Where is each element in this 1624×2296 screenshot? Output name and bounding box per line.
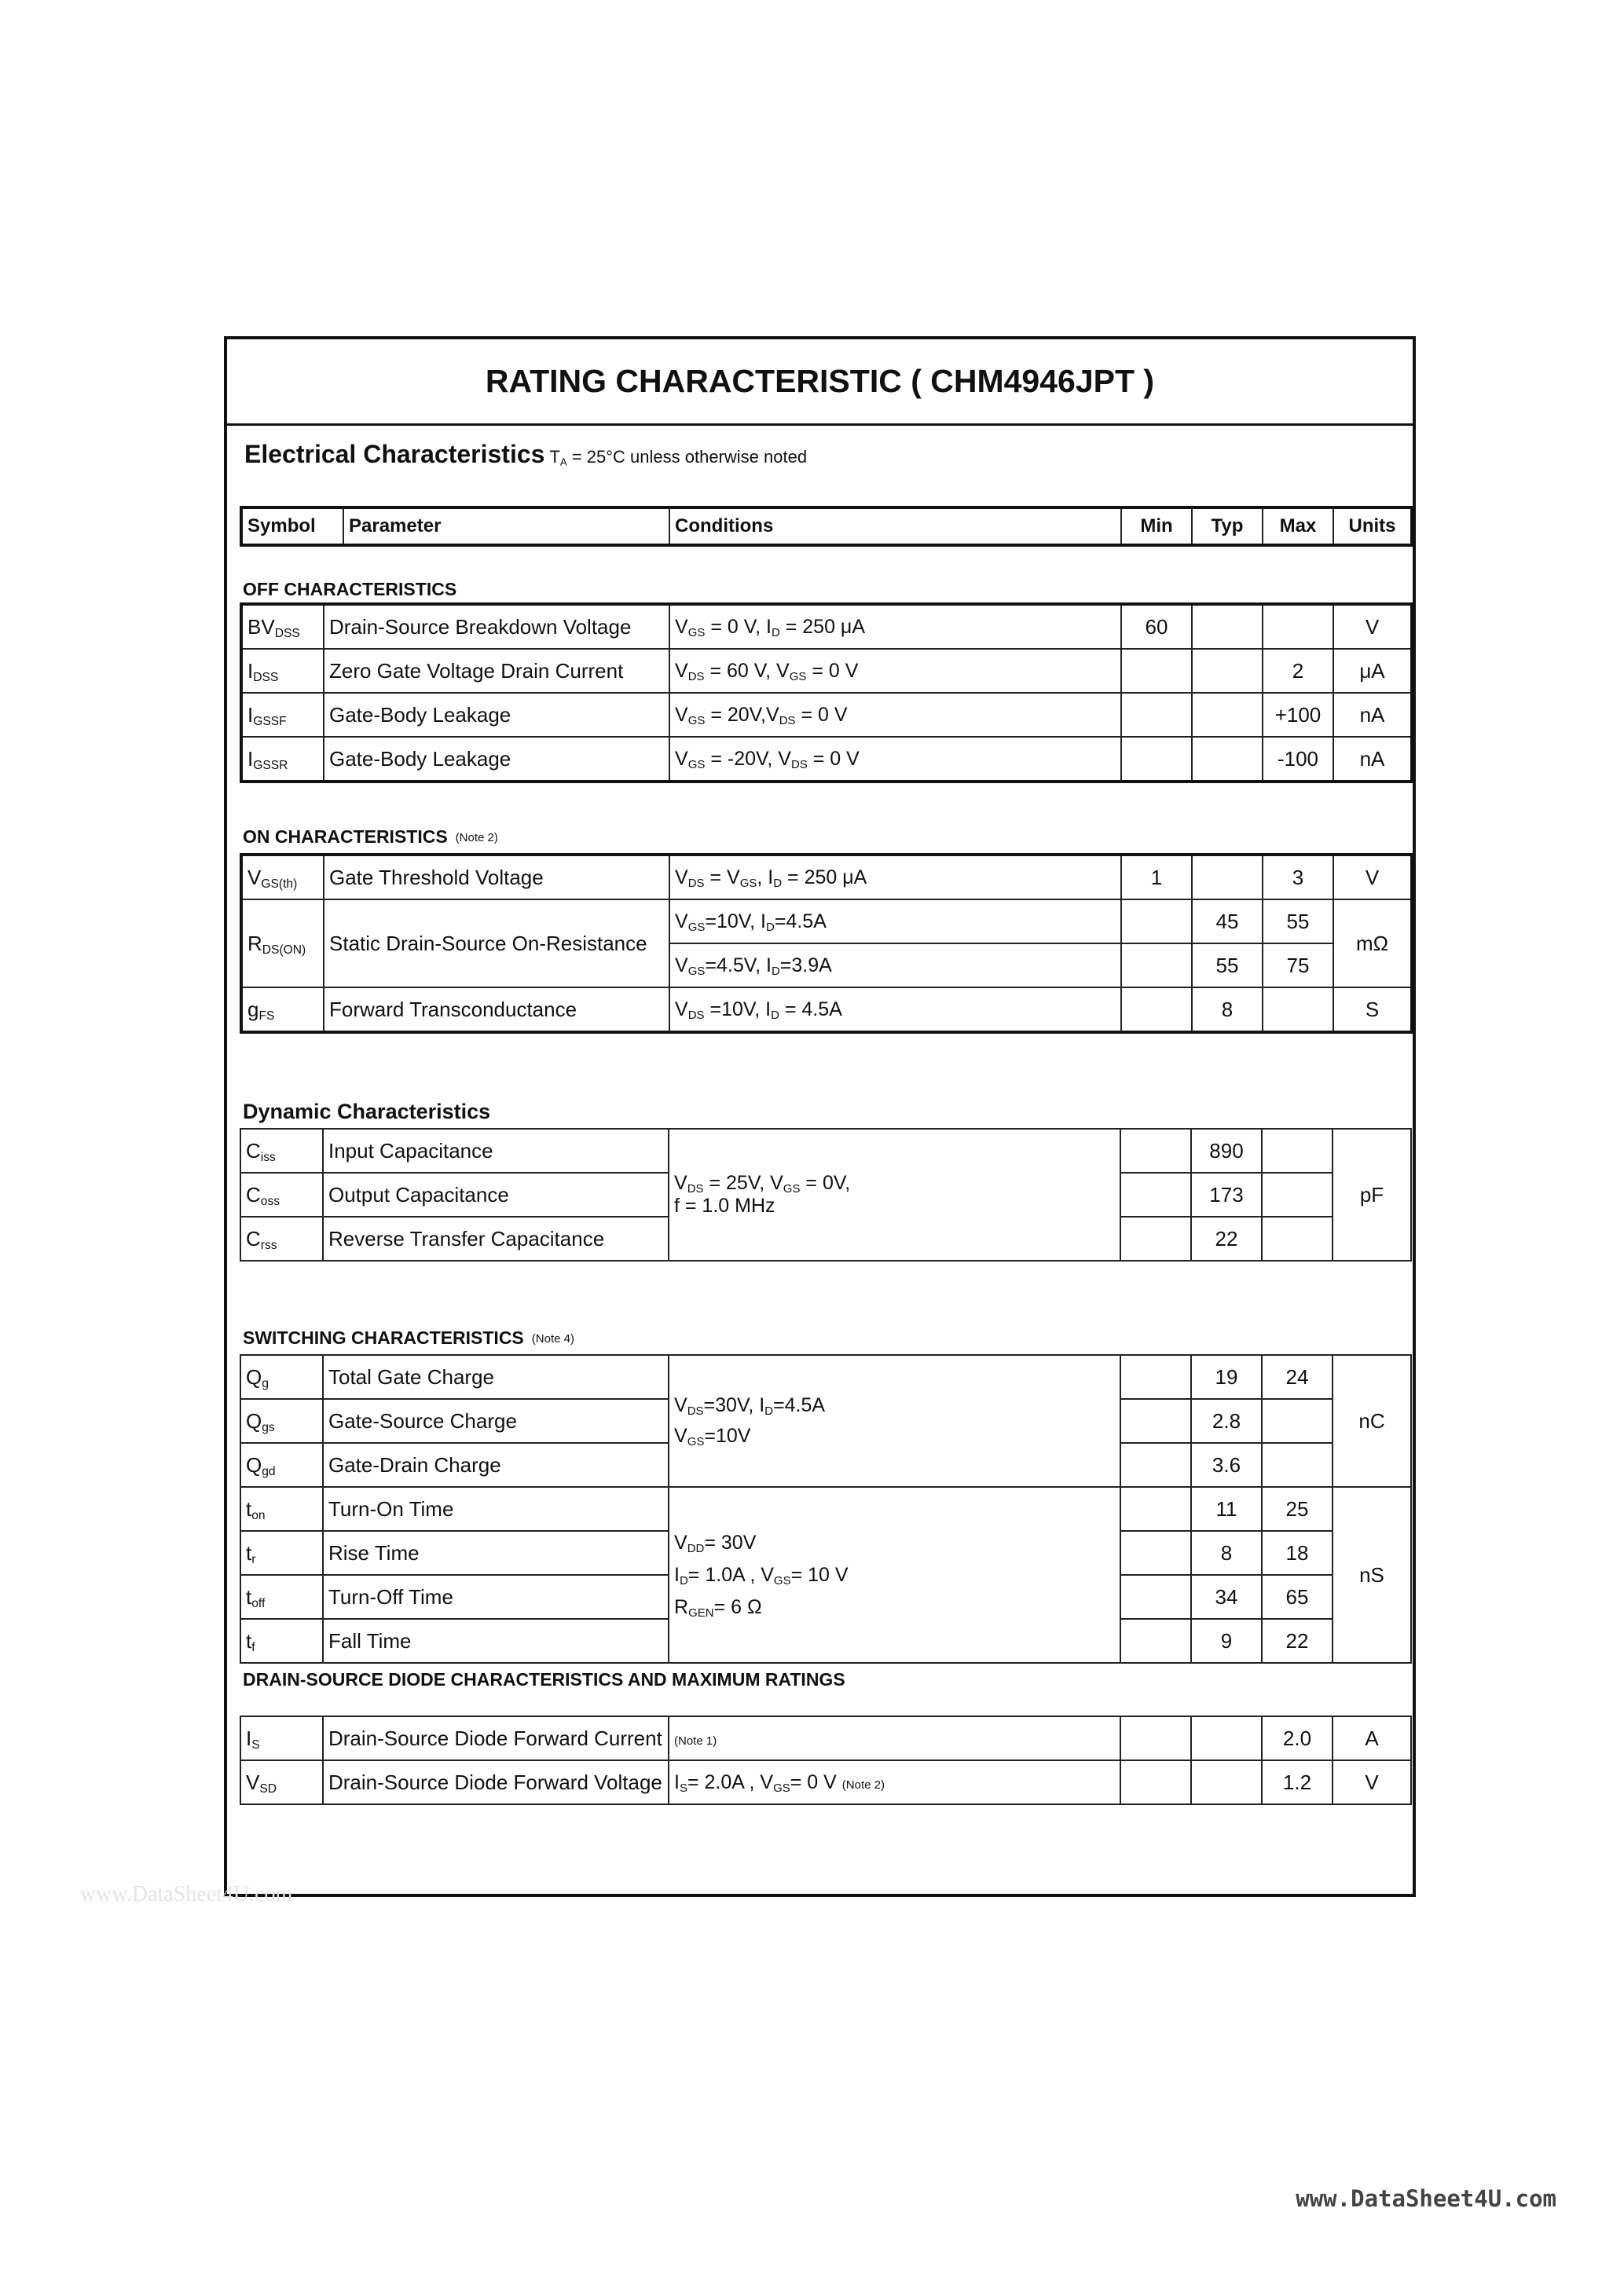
typ-value: 55 bbox=[1192, 943, 1263, 987]
typ-value bbox=[1191, 1760, 1262, 1804]
table-row bbox=[240, 1716, 1411, 1760]
cond-cell: $V_{GS} = 20V,V_{DS} = 0$ V bbox=[669, 693, 1121, 737]
table-row bbox=[241, 604, 1412, 649]
unit-value: V bbox=[1333, 855, 1412, 899]
max-value: 2 bbox=[1263, 649, 1333, 693]
min-value bbox=[1120, 1575, 1191, 1619]
symbol-vsd: $V_{SD}$ bbox=[240, 1760, 323, 1804]
typ-value bbox=[1192, 693, 1263, 737]
max-value bbox=[1262, 1399, 1333, 1443]
min-value bbox=[1120, 1716, 1191, 1760]
typ-value: 8 bbox=[1191, 1531, 1262, 1575]
min-value bbox=[1120, 1487, 1191, 1531]
typ-value: 3.6 bbox=[1191, 1443, 1262, 1487]
param-vsd: Drain-Source Diode Forward Voltage bbox=[323, 1760, 669, 1804]
off-characteristics-table bbox=[240, 602, 1413, 783]
unit-value: μA bbox=[1333, 649, 1412, 693]
symbol-vgs-th: $V_{GS(th)}$ bbox=[241, 855, 324, 899]
datasheet-frame bbox=[224, 336, 1416, 1897]
max-value: 1.2 bbox=[1262, 1760, 1333, 1804]
max-value: -100 bbox=[1263, 737, 1333, 782]
typ-value: 9 bbox=[1191, 1619, 1262, 1663]
max-value bbox=[1263, 604, 1333, 649]
dynamic-characteristics-title: Dynamic Characteristics bbox=[243, 1100, 491, 1123]
param-cell: Gate-Body Leakage bbox=[324, 737, 669, 782]
page-title: RATING CHARACTERISTIC ( CHM4946JPT ) bbox=[227, 339, 1413, 426]
typ-value bbox=[1192, 604, 1263, 649]
header-max: Max bbox=[1263, 507, 1333, 545]
unit-value: nA bbox=[1333, 737, 1412, 782]
max-value: 55 bbox=[1263, 899, 1333, 943]
param-gfs: Forward Transconductance bbox=[324, 987, 669, 1032]
off-characteristics-title: OFF CHARACTERISTICS bbox=[243, 579, 457, 599]
diode-characteristics-title: DRAIN-SOURCE DIODE CHARACTERISTICS AND MAXIMUM RATINGS bbox=[243, 1669, 845, 1690]
param-is: Drain-Source Diode Forward Current bbox=[323, 1716, 669, 1760]
unit-value: mΩ bbox=[1333, 899, 1412, 987]
header-units: Units bbox=[1333, 507, 1412, 545]
param-cell: Gate-Body Leakage bbox=[324, 693, 669, 737]
max-value: 75 bbox=[1263, 943, 1333, 987]
symbol-cell: $t_f$ bbox=[240, 1619, 323, 1663]
unit-value: pF bbox=[1333, 1129, 1411, 1261]
typ-value: 19 bbox=[1191, 1355, 1262, 1399]
unit-value: V bbox=[1333, 1760, 1411, 1804]
cond-cell: $V_{GS} = -20V$, $V_{DS} = 0$ V bbox=[669, 737, 1121, 782]
cond-is: (Note 1) bbox=[669, 1716, 1120, 1760]
heading-text: Electrical Characteristics bbox=[244, 440, 545, 468]
cond-vsd: $I_S= 2.0A$ , $V_{GS}= 0$ V (Note 2) bbox=[669, 1760, 1120, 1804]
min-value bbox=[1120, 1531, 1191, 1575]
symbol-cell: $Q_{gd}$ bbox=[240, 1443, 323, 1487]
max-value: 24 bbox=[1262, 1355, 1333, 1399]
symbol-cell: $t_{on}$ bbox=[240, 1487, 323, 1531]
min-value bbox=[1121, 737, 1192, 782]
table-row bbox=[241, 693, 1412, 737]
max-value: +100 bbox=[1263, 693, 1333, 737]
max-value bbox=[1262, 1217, 1333, 1261]
symbol-cell: $I_{GSSF}$ bbox=[241, 693, 324, 737]
min-value bbox=[1120, 1443, 1191, 1487]
min-value bbox=[1120, 1355, 1191, 1399]
param-cell: Zero Gate Voltage Drain Current bbox=[324, 649, 669, 693]
max-value: 3 bbox=[1263, 855, 1333, 899]
min-value bbox=[1121, 899, 1192, 943]
unit-value: A bbox=[1333, 1716, 1411, 1760]
param-cell: Output Capacitance bbox=[323, 1173, 669, 1217]
typ-value: 2.8 bbox=[1191, 1399, 1262, 1443]
min-value bbox=[1120, 1173, 1191, 1217]
symbol-cell: $Q_{gs}$ bbox=[240, 1399, 323, 1443]
watermark-right: www.DataSheet4U.com bbox=[1296, 2185, 1556, 2212]
typ-value bbox=[1191, 1716, 1262, 1760]
typ-value: 173 bbox=[1191, 1173, 1262, 1217]
min-value bbox=[1121, 649, 1192, 693]
typ-value bbox=[1192, 737, 1263, 782]
cond-gfs: $V_{DS} =10V$, $I_D = 4.5A$ bbox=[669, 987, 1121, 1032]
max-value bbox=[1262, 1173, 1333, 1217]
symbol-cell: $C_{rss}$ bbox=[240, 1217, 323, 1261]
typ-value: 11 bbox=[1191, 1487, 1262, 1531]
symbol-cell: $I_{GSSR}$ bbox=[241, 737, 324, 782]
header-table bbox=[240, 506, 1413, 547]
symbol-cell: $t_{off}$ bbox=[240, 1575, 323, 1619]
typ-value bbox=[1192, 855, 1263, 899]
max-value: 22 bbox=[1262, 1619, 1333, 1663]
unit-value: V bbox=[1333, 604, 1412, 649]
table-row bbox=[240, 1355, 1411, 1399]
typ-value bbox=[1192, 649, 1263, 693]
cond-gate-charge: $V_{DS}=30V$, $I_D=4.5A$ $V_{GS}=10V$ bbox=[669, 1355, 1120, 1487]
typ-value: 34 bbox=[1191, 1575, 1262, 1619]
min-value: 1 bbox=[1121, 855, 1192, 899]
min-value bbox=[1120, 1399, 1191, 1443]
param-cell: Turn-Off Time bbox=[323, 1575, 669, 1619]
min-value: 60 bbox=[1121, 604, 1192, 649]
table-row bbox=[241, 737, 1412, 782]
header-typ: Typ bbox=[1192, 507, 1263, 545]
symbol-cell: $I_{DSS}$ bbox=[241, 649, 324, 693]
table-row bbox=[241, 987, 1412, 1032]
header-conditions: Conditions bbox=[669, 507, 1121, 545]
min-value bbox=[1121, 943, 1192, 987]
param-cell: Total Gate Charge bbox=[323, 1355, 669, 1399]
max-value: 2.0 bbox=[1262, 1716, 1333, 1760]
typ-value: 22 bbox=[1191, 1217, 1262, 1261]
min-value bbox=[1120, 1760, 1191, 1804]
min-value bbox=[1120, 1619, 1191, 1663]
unit-value: nC bbox=[1333, 1355, 1411, 1487]
param-cell: Drain-Source Breakdown Voltage bbox=[324, 604, 669, 649]
symbol-is: $I_S$ bbox=[240, 1716, 323, 1760]
symbol-cell: $C_{iss}$ bbox=[240, 1129, 323, 1173]
electrical-characteristics-heading bbox=[244, 440, 807, 469]
on-characteristics-table bbox=[240, 853, 1413, 1034]
min-value bbox=[1120, 1217, 1191, 1261]
table-row bbox=[241, 899, 1412, 943]
heading-condition: $T_A = 25^\circ C$ unless otherwise noted bbox=[549, 447, 808, 468]
typ-value: 890 bbox=[1191, 1129, 1262, 1173]
cond-cell: $V_{GS} = 0$ V, $I_D = 250$ μA bbox=[669, 604, 1121, 649]
typ-value: 8 bbox=[1192, 987, 1263, 1032]
min-value bbox=[1120, 1129, 1191, 1173]
param-cell: Reverse Transfer Capacitance bbox=[323, 1217, 669, 1261]
unit-value: nS bbox=[1333, 1487, 1411, 1663]
table-row bbox=[241, 855, 1412, 899]
min-value bbox=[1121, 987, 1192, 1032]
cond-switching-time: $V_{DD}= 30V$ $I_D= 1.0A$ , $V_{GS}= 10$ V $R_{GEN}= 6$ Ω bbox=[669, 1487, 1120, 1663]
symbol-rds-on: $R_{DS(ON)}$ bbox=[241, 899, 324, 987]
symbol-cell: $Q_g$ bbox=[240, 1355, 323, 1399]
cond-gate-threshold: $V_{DS} = V_{GS}$, $I_D = 250$ μA bbox=[669, 855, 1121, 899]
switching-characteristics-title: SWITCHING CHARACTERISTICS (Note 4) bbox=[243, 1327, 574, 1348]
table-row bbox=[241, 649, 1412, 693]
symbol-cell: $BV_{DSS}$ bbox=[241, 604, 324, 649]
max-value bbox=[1262, 1443, 1333, 1487]
on-characteristics-title: ON CHARACTERISTICS (Note 2) bbox=[243, 826, 498, 847]
cond-rds-b: $V_{GS}=4.5V$, $I_D=3.9A$ bbox=[669, 943, 1121, 987]
param-cell: Rise Time bbox=[323, 1531, 669, 1575]
unit-value: nA bbox=[1333, 693, 1412, 737]
param-cell: Gate-Source Charge bbox=[323, 1399, 669, 1443]
max-value bbox=[1262, 1129, 1333, 1173]
param-cell: Input Capacitance bbox=[323, 1129, 669, 1173]
cond-rds-a: $V_{GS}=10V$, $I_D=4.5A$ bbox=[669, 899, 1121, 943]
min-value bbox=[1121, 693, 1192, 737]
symbol-cell: $t_r$ bbox=[240, 1531, 323, 1575]
max-value: 65 bbox=[1262, 1575, 1333, 1619]
cond-cell: $V_{DS} = 60$ V, $V_{GS} = 0$ V bbox=[669, 649, 1121, 693]
param-cell: Turn-On Time bbox=[323, 1487, 669, 1531]
param-gate-threshold: Gate Threshold Voltage bbox=[324, 855, 669, 899]
typ-value: 45 bbox=[1192, 899, 1263, 943]
table-row bbox=[240, 1129, 1411, 1173]
table-row bbox=[240, 1760, 1411, 1804]
param-cell: Fall Time bbox=[323, 1619, 669, 1663]
table-row bbox=[240, 1487, 1411, 1531]
switching-characteristics-table bbox=[240, 1354, 1412, 1664]
unit-value: S bbox=[1333, 987, 1412, 1032]
param-cell: Gate-Drain Charge bbox=[323, 1443, 669, 1487]
max-value: 18 bbox=[1262, 1531, 1333, 1575]
max-value: 25 bbox=[1262, 1487, 1333, 1531]
watermark-left: www.DataSheet4U.com bbox=[80, 1882, 293, 1906]
cond-dynamic: $V_{DS} = 25V$, $V_{GS} = 0V$, f = 1.0 MHz bbox=[669, 1129, 1120, 1261]
dynamic-characteristics-table bbox=[240, 1128, 1412, 1262]
param-rds-on: Static Drain-Source On-Resistance bbox=[324, 899, 669, 987]
diode-characteristics-table bbox=[240, 1716, 1412, 1805]
symbol-gfs: $g_{FS}$ bbox=[241, 987, 324, 1032]
symbol-cell: $C_{oss}$ bbox=[240, 1173, 323, 1217]
max-value bbox=[1263, 987, 1333, 1032]
header-symbol: Symbol bbox=[241, 507, 343, 545]
header-min: Min bbox=[1121, 507, 1192, 545]
header-parameter: Parameter bbox=[343, 507, 669, 545]
